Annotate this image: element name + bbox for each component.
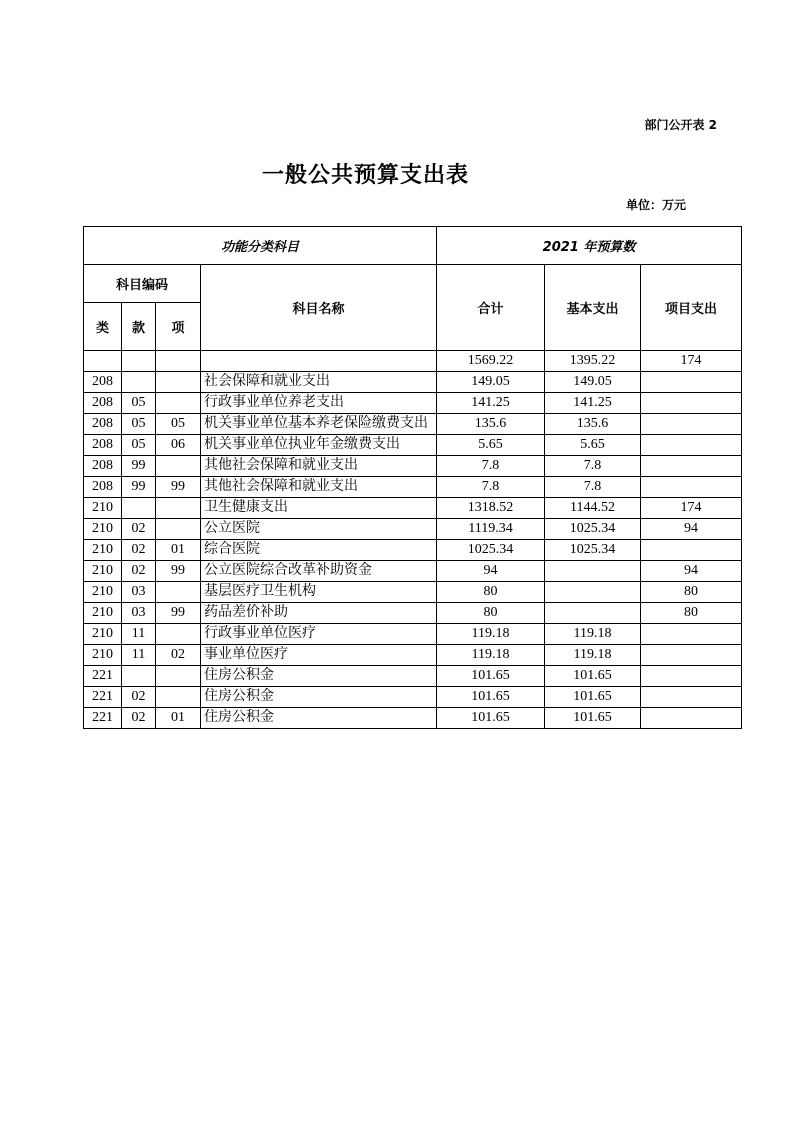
cell-subject-name: 卫生健康支出: [201, 498, 437, 519]
cell-total: 149.05: [437, 372, 545, 393]
table-row: [84, 708, 742, 729]
cell-kuan: 05: [122, 414, 156, 435]
table-row: [84, 393, 742, 414]
cell-kuan: [122, 372, 156, 393]
unit-label: 单位：万元: [626, 198, 687, 212]
table-row: [84, 603, 742, 624]
cell-subject-name: 基层医疗卫生机构: [201, 582, 437, 603]
cell-lei: 210: [84, 624, 122, 645]
cell-kuan: 02: [122, 708, 156, 729]
table-row: [84, 519, 742, 540]
cell-project: [641, 540, 742, 561]
cell-lei: 208: [84, 393, 122, 414]
cell-subject-name: 住房公积金: [201, 708, 437, 729]
table-row: [84, 624, 742, 645]
budget-table: [83, 226, 742, 729]
cell-lei: 208: [84, 456, 122, 477]
cell-subject-name: 社会保障和就业支出: [201, 372, 437, 393]
cell-total: 5.65: [437, 435, 545, 456]
cell-xiang: [156, 582, 201, 603]
cell-kuan: [122, 498, 156, 519]
header-subject-name: 科目名称: [201, 265, 437, 351]
header-basic: 基本支出: [545, 265, 641, 351]
cell-subject-name: 公立医院综合改革补助资金: [201, 561, 437, 582]
cell-basic: [545, 582, 641, 603]
cell-lei: 221: [84, 687, 122, 708]
cell-kuan: 02: [122, 519, 156, 540]
cell-kuan: 03: [122, 582, 156, 603]
cell-basic: 5.65: [545, 435, 641, 456]
cell-basic: 101.65: [545, 666, 641, 687]
cell-project: 94: [641, 561, 742, 582]
cell-xiang: 99: [156, 561, 201, 582]
cell-project: [641, 687, 742, 708]
cell-xiang: 02: [156, 645, 201, 666]
cell-kuan: 02: [122, 687, 156, 708]
table-number-label: 部门公开表 2: [644, 118, 717, 132]
cell-xiang: [156, 666, 201, 687]
table-row: [84, 498, 742, 519]
cell-kuan: [122, 351, 156, 372]
cell-project: [641, 477, 742, 498]
header-total: 合计: [437, 265, 545, 351]
cell-lei: 208: [84, 435, 122, 456]
header-subject-code: 科目编码: [84, 265, 201, 303]
cell-lei: 210: [84, 540, 122, 561]
cell-project: [641, 645, 742, 666]
page-title: 一般公共预算支出表: [262, 163, 470, 188]
table-row: [84, 351, 742, 372]
cell-kuan: 99: [122, 477, 156, 498]
cell-lei: 208: [84, 372, 122, 393]
cell-xiang: 05: [156, 414, 201, 435]
cell-xiang: [156, 519, 201, 540]
cell-xiang: [156, 456, 201, 477]
cell-project: [641, 456, 742, 477]
cell-total: 7.8: [437, 477, 545, 498]
cell-basic: 101.65: [545, 708, 641, 729]
cell-subject-name: 事业单位医疗: [201, 645, 437, 666]
cell-total: 7.8: [437, 456, 545, 477]
cell-total: 101.65: [437, 687, 545, 708]
cell-basic: 1144.52: [545, 498, 641, 519]
cell-basic: 119.18: [545, 624, 641, 645]
cell-subject-name: 药品差价补助: [201, 603, 437, 624]
cell-subject-name: 住房公积金: [201, 687, 437, 708]
cell-lei: 221: [84, 708, 122, 729]
table-row: [84, 435, 742, 456]
cell-kuan: 05: [122, 393, 156, 414]
cell-basic: 7.8: [545, 456, 641, 477]
cell-total: 1025.34: [437, 540, 545, 561]
header-lei: 类: [84, 303, 122, 351]
cell-xiang: 99: [156, 477, 201, 498]
cell-total: 101.65: [437, 666, 545, 687]
header-kuan: 款: [122, 303, 156, 351]
cell-total: 94: [437, 561, 545, 582]
cell-lei: 208: [84, 414, 122, 435]
cell-basic: 7.8: [545, 477, 641, 498]
table-row: [84, 645, 742, 666]
cell-kuan: 99: [122, 456, 156, 477]
table-row: [84, 582, 742, 603]
cell-xiang: [156, 624, 201, 645]
cell-total: 119.18: [437, 624, 545, 645]
budget-rows: [84, 351, 742, 729]
cell-subject-name: [201, 351, 437, 372]
header-func-category: 功能分类科目: [84, 227, 437, 265]
cell-lei: 221: [84, 666, 122, 687]
cell-basic: 119.18: [545, 645, 641, 666]
cell-total: 141.25: [437, 393, 545, 414]
cell-total: 135.6: [437, 414, 545, 435]
cell-project: [641, 666, 742, 687]
cell-subject-name: 机关事业单位执业年金缴费支出: [201, 435, 437, 456]
cell-project: 174: [641, 351, 742, 372]
cell-subject-name: 机关事业单位基本养老保险缴费支出: [201, 414, 437, 435]
cell-project: 94: [641, 519, 742, 540]
cell-project: [641, 393, 742, 414]
cell-basic: 1025.34: [545, 519, 641, 540]
cell-kuan: 02: [122, 540, 156, 561]
cell-total: 1318.52: [437, 498, 545, 519]
cell-subject-name: 综合医院: [201, 540, 437, 561]
cell-xiang: 99: [156, 603, 201, 624]
cell-xiang: 01: [156, 708, 201, 729]
table-row: [84, 477, 742, 498]
cell-lei: 210: [84, 645, 122, 666]
cell-project: [641, 624, 742, 645]
table-row: [84, 456, 742, 477]
cell-lei: 210: [84, 561, 122, 582]
cell-project: 80: [641, 603, 742, 624]
cell-lei: 210: [84, 498, 122, 519]
cell-basic: 1395.22: [545, 351, 641, 372]
cell-total: 119.18: [437, 645, 545, 666]
cell-xiang: 06: [156, 435, 201, 456]
table-row: [84, 687, 742, 708]
cell-total: 80: [437, 582, 545, 603]
cell-total: 101.65: [437, 708, 545, 729]
cell-kuan: 02: [122, 561, 156, 582]
cell-xiang: [156, 372, 201, 393]
cell-basic: 101.65: [545, 687, 641, 708]
cell-subject-name: 住房公积金: [201, 666, 437, 687]
table-row: [84, 666, 742, 687]
cell-project: [641, 414, 742, 435]
cell-kuan: 11: [122, 624, 156, 645]
cell-xiang: [156, 393, 201, 414]
cell-project: 80: [641, 582, 742, 603]
cell-xiang: 01: [156, 540, 201, 561]
cell-kuan: 11: [122, 645, 156, 666]
cell-basic: 135.6: [545, 414, 641, 435]
cell-basic: [545, 603, 641, 624]
cell-basic: 149.05: [545, 372, 641, 393]
cell-total: 80: [437, 603, 545, 624]
table-row: [84, 372, 742, 393]
cell-basic: 141.25: [545, 393, 641, 414]
cell-subject-name: 行政事业单位医疗: [201, 624, 437, 645]
table-row: [84, 414, 742, 435]
header-budget-year: 2021 年预算数: [437, 227, 742, 265]
header-xiang: 项: [156, 303, 201, 351]
cell-lei: 210: [84, 582, 122, 603]
cell-subject-name: 公立医院: [201, 519, 437, 540]
cell-kuan: 03: [122, 603, 156, 624]
cell-lei: 208: [84, 477, 122, 498]
cell-subject-name: 行政事业单位养老支出: [201, 393, 437, 414]
cell-total: 1569.22: [437, 351, 545, 372]
cell-total: 1119.34: [437, 519, 545, 540]
cell-xiang: [156, 498, 201, 519]
cell-subject-name: 其他社会保障和就业支出: [201, 477, 437, 498]
header-project: 项目支出: [641, 265, 742, 351]
cell-kuan: 05: [122, 435, 156, 456]
cell-project: 174: [641, 498, 742, 519]
cell-project: [641, 372, 742, 393]
cell-lei: 210: [84, 603, 122, 624]
cell-lei: [84, 351, 122, 372]
cell-subject-name: 其他社会保障和就业支出: [201, 456, 437, 477]
cell-lei: 210: [84, 519, 122, 540]
cell-kuan: [122, 666, 156, 687]
cell-basic: 1025.34: [545, 540, 641, 561]
cell-xiang: [156, 687, 201, 708]
cell-project: [641, 708, 742, 729]
cell-xiang: [156, 351, 201, 372]
cell-basic: [545, 561, 641, 582]
table-row: [84, 540, 742, 561]
table-row: [84, 561, 742, 582]
cell-project: [641, 435, 742, 456]
